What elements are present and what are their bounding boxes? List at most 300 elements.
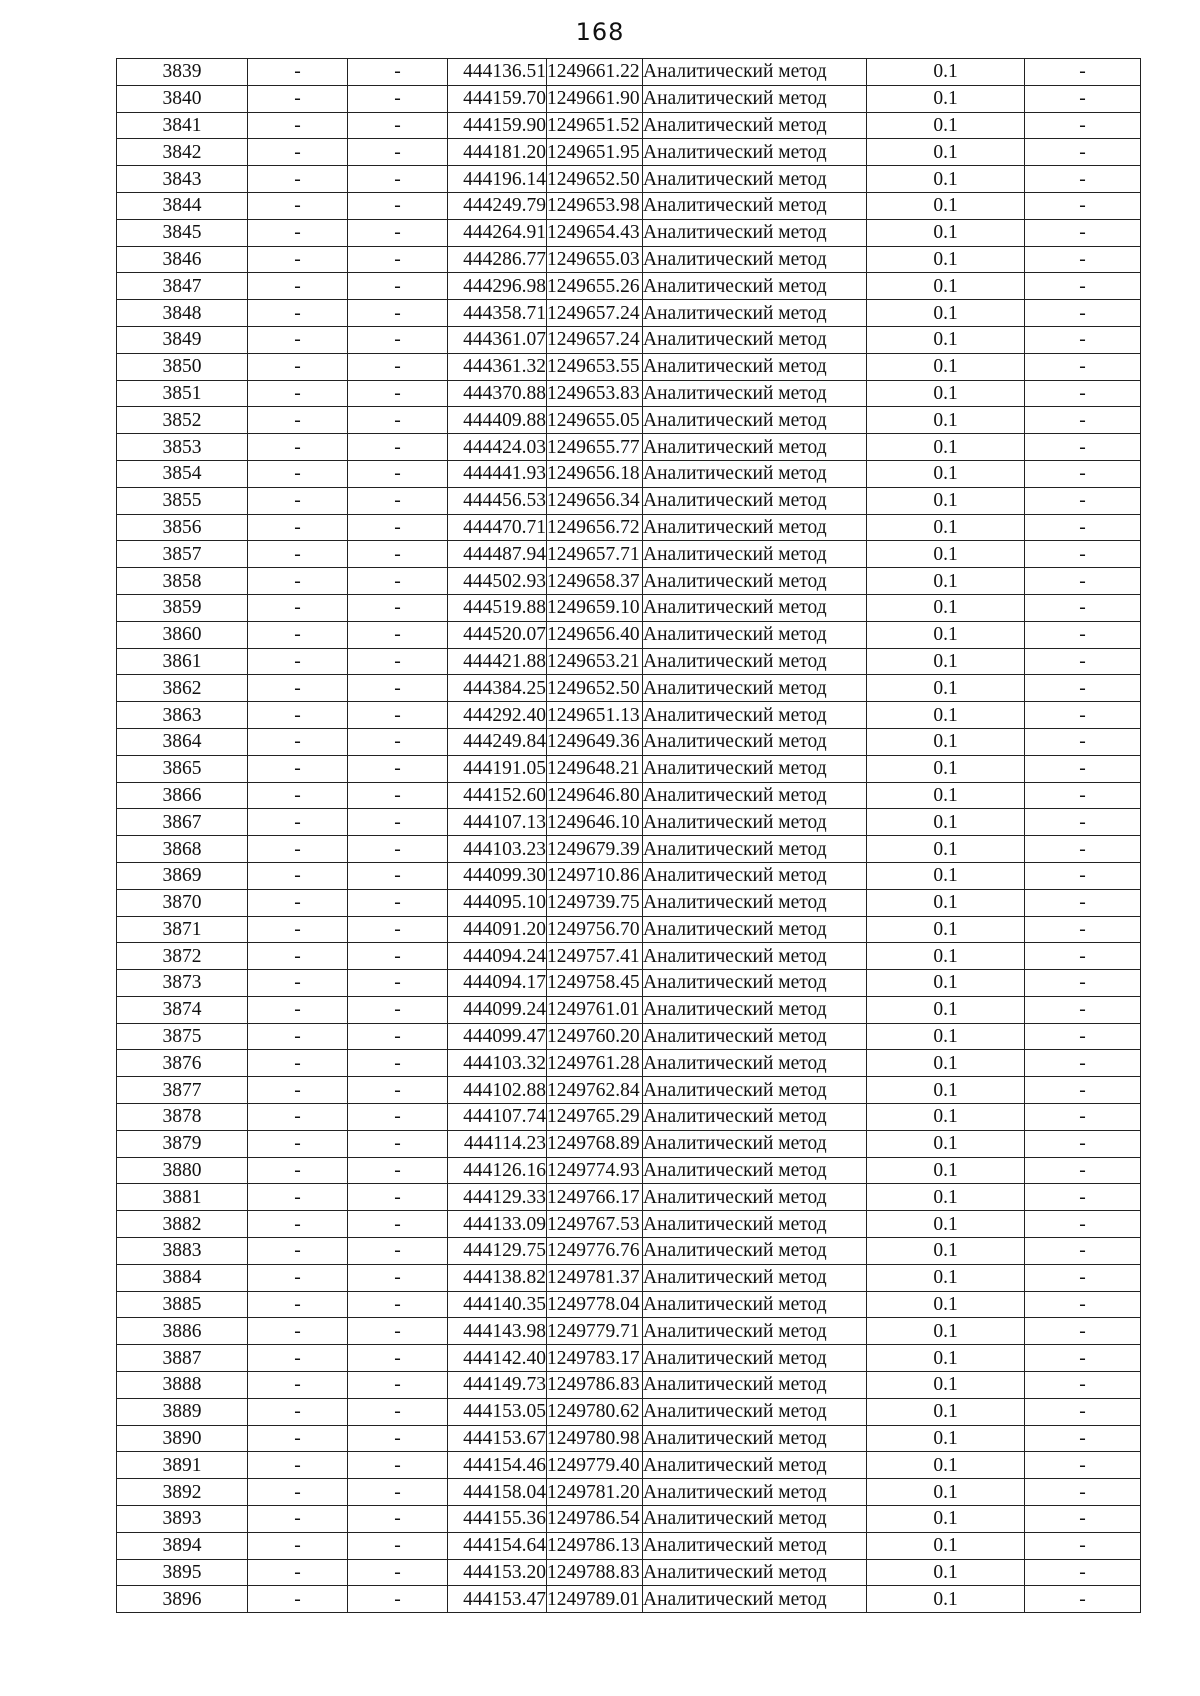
cell-method: Аналитический метод	[643, 1211, 867, 1238]
cell-accuracy: 0.1	[867, 675, 1025, 702]
cell-point-number: 3891	[117, 1452, 248, 1479]
cell-empty-dash: -	[248, 970, 348, 997]
cell-accuracy: 0.1	[867, 1050, 1025, 1077]
cell-empty-dash: -	[248, 85, 348, 112]
cell-x-coordinate: 444095.10	[448, 889, 547, 916]
cell-empty-dash: -	[348, 1559, 448, 1586]
cell-empty-dash: -	[248, 1425, 348, 1452]
table-row	[117, 300, 1141, 327]
cell-empty-dash: -	[348, 1586, 448, 1613]
table-row	[117, 1291, 1141, 1318]
cell-method: Аналитический метод	[643, 487, 867, 514]
table-row	[117, 996, 1141, 1023]
cell-y-coordinate: 1249786.13	[547, 1532, 643, 1559]
cell-point-number: 3886	[117, 1318, 248, 1345]
cell-x-coordinate: 444107.74	[448, 1104, 547, 1131]
cell-point-number: 3859	[117, 594, 248, 621]
cell-empty-dash: -	[1025, 380, 1141, 407]
cell-method: Аналитический метод	[643, 943, 867, 970]
cell-accuracy: 0.1	[867, 514, 1025, 541]
cell-point-number: 3860	[117, 621, 248, 648]
cell-accuracy: 0.1	[867, 85, 1025, 112]
table-row	[117, 1238, 1141, 1265]
cell-method: Аналитический метод	[643, 862, 867, 889]
cell-accuracy: 0.1	[867, 1398, 1025, 1425]
cell-empty-dash: -	[348, 1077, 448, 1104]
cell-x-coordinate: 444094.17	[448, 970, 547, 997]
cell-empty-dash: -	[248, 1506, 348, 1533]
table-row	[117, 1077, 1141, 1104]
cell-point-number: 3869	[117, 862, 248, 889]
cell-x-coordinate: 444103.32	[448, 1050, 547, 1077]
cell-accuracy: 0.1	[867, 1452, 1025, 1479]
cell-empty-dash: -	[1025, 353, 1141, 380]
cell-accuracy: 0.1	[867, 621, 1025, 648]
cell-empty-dash: -	[1025, 1077, 1141, 1104]
cell-point-number: 3882	[117, 1211, 248, 1238]
cell-empty-dash: -	[1025, 755, 1141, 782]
cell-empty-dash: -	[1025, 916, 1141, 943]
cell-method: Аналитический метод	[643, 460, 867, 487]
cell-accuracy: 0.1	[867, 728, 1025, 755]
cell-x-coordinate: 444249.84	[448, 728, 547, 755]
table-row	[117, 487, 1141, 514]
cell-y-coordinate: 1249651.95	[547, 139, 643, 166]
cell-y-coordinate: 1249646.80	[547, 782, 643, 809]
cell-empty-dash: -	[348, 1506, 448, 1533]
cell-empty-dash: -	[348, 353, 448, 380]
cell-empty-dash: -	[1025, 728, 1141, 755]
cell-method: Аналитический метод	[643, 219, 867, 246]
cell-empty-dash: -	[1025, 836, 1141, 863]
cell-empty-dash: -	[1025, 970, 1141, 997]
table-row	[117, 1452, 1141, 1479]
cell-method: Аналитический метод	[643, 112, 867, 139]
cell-empty-dash: -	[248, 487, 348, 514]
cell-empty-dash: -	[348, 1211, 448, 1238]
cell-empty-dash: -	[348, 85, 448, 112]
cell-empty-dash: -	[248, 836, 348, 863]
table-row	[117, 1506, 1141, 1533]
cell-y-coordinate: 1249781.20	[547, 1479, 643, 1506]
cell-x-coordinate: 444099.47	[448, 1023, 547, 1050]
cell-y-coordinate: 1249652.50	[547, 675, 643, 702]
cell-method: Аналитический метод	[643, 621, 867, 648]
table-row	[117, 594, 1141, 621]
cell-empty-dash: -	[348, 1398, 448, 1425]
cell-empty-dash: -	[1025, 85, 1141, 112]
cell-empty-dash: -	[248, 1238, 348, 1265]
cell-point-number: 3867	[117, 809, 248, 836]
cell-point-number: 3872	[117, 943, 248, 970]
cell-y-coordinate: 1249661.90	[547, 85, 643, 112]
cell-empty-dash: -	[1025, 1291, 1141, 1318]
cell-method: Аналитический метод	[643, 996, 867, 1023]
cell-empty-dash: -	[1025, 487, 1141, 514]
cell-y-coordinate: 1249658.37	[547, 568, 643, 595]
cell-method: Аналитический метод	[643, 1398, 867, 1425]
table-row	[117, 568, 1141, 595]
cell-empty-dash: -	[248, 1398, 348, 1425]
cell-x-coordinate: 444153.47	[448, 1586, 547, 1613]
cell-method: Аналитический метод	[643, 1425, 867, 1452]
cell-x-coordinate: 444421.88	[448, 648, 547, 675]
cell-empty-dash: -	[248, 514, 348, 541]
cell-method: Аналитический метод	[643, 675, 867, 702]
cell-y-coordinate: 1249765.29	[547, 1104, 643, 1131]
cell-empty-dash: -	[1025, 943, 1141, 970]
cell-empty-dash: -	[248, 1452, 348, 1479]
cell-method: Аналитический метод	[643, 1479, 867, 1506]
cell-empty-dash: -	[348, 407, 448, 434]
cell-x-coordinate: 444196.14	[448, 166, 547, 193]
cell-x-coordinate: 444129.75	[448, 1238, 547, 1265]
cell-empty-dash: -	[248, 1184, 348, 1211]
cell-empty-dash: -	[1025, 675, 1141, 702]
cell-x-coordinate: 444143.98	[448, 1318, 547, 1345]
cell-y-coordinate: 1249659.10	[547, 594, 643, 621]
cell-point-number: 3851	[117, 380, 248, 407]
cell-empty-dash: -	[348, 943, 448, 970]
cell-method: Аналитический метод	[643, 1506, 867, 1533]
cell-point-number: 3870	[117, 889, 248, 916]
cell-accuracy: 0.1	[867, 166, 1025, 193]
cell-y-coordinate: 1249768.89	[547, 1130, 643, 1157]
cell-x-coordinate: 444153.05	[448, 1398, 547, 1425]
cell-point-number: 3883	[117, 1238, 248, 1265]
cell-point-number: 3879	[117, 1130, 248, 1157]
cell-x-coordinate: 444154.46	[448, 1452, 547, 1479]
cell-accuracy: 0.1	[867, 380, 1025, 407]
cell-empty-dash: -	[1025, 407, 1141, 434]
cell-empty-dash: -	[348, 1372, 448, 1399]
table-row	[117, 916, 1141, 943]
table-row	[117, 1479, 1141, 1506]
table-row	[117, 1184, 1141, 1211]
cell-method: Аналитический метод	[643, 273, 867, 300]
cell-method: Аналитический метод	[643, 166, 867, 193]
cell-point-number: 3864	[117, 728, 248, 755]
cell-empty-dash: -	[1025, 1532, 1141, 1559]
cell-accuracy: 0.1	[867, 192, 1025, 219]
cell-empty-dash: -	[348, 460, 448, 487]
cell-empty-dash: -	[1025, 1586, 1141, 1613]
cell-empty-dash: -	[348, 1050, 448, 1077]
cell-point-number: 3896	[117, 1586, 248, 1613]
table-row	[117, 1372, 1141, 1399]
cell-accuracy: 0.1	[867, 407, 1025, 434]
cell-empty-dash: -	[348, 1104, 448, 1131]
table-row	[117, 862, 1141, 889]
cell-accuracy: 0.1	[867, 326, 1025, 353]
cell-accuracy: 0.1	[867, 594, 1025, 621]
cell-y-coordinate: 1249776.76	[547, 1238, 643, 1265]
cell-method: Аналитический метод	[643, 1238, 867, 1265]
table-row	[117, 434, 1141, 461]
table-row	[117, 809, 1141, 836]
cell-x-coordinate: 444094.24	[448, 943, 547, 970]
cell-method: Аналитический метод	[643, 836, 867, 863]
cell-empty-dash: -	[248, 1157, 348, 1184]
table-row	[117, 836, 1141, 863]
cell-y-coordinate: 1249656.18	[547, 460, 643, 487]
cell-method: Аналитический метод	[643, 1318, 867, 1345]
cell-x-coordinate: 444091.20	[448, 916, 547, 943]
cell-point-number: 3888	[117, 1372, 248, 1399]
cell-empty-dash: -	[248, 273, 348, 300]
cell-empty-dash: -	[348, 809, 448, 836]
cell-method: Аналитический метод	[643, 809, 867, 836]
cell-accuracy: 0.1	[867, 1372, 1025, 1399]
cell-empty-dash: -	[1025, 1130, 1141, 1157]
cell-empty-dash: -	[348, 273, 448, 300]
cell-empty-dash: -	[248, 675, 348, 702]
cell-empty-dash: -	[348, 594, 448, 621]
cell-empty-dash: -	[348, 916, 448, 943]
table-row	[117, 460, 1141, 487]
cell-method: Аналитический метод	[643, 1104, 867, 1131]
page-number: 168	[575, 18, 625, 46]
cell-accuracy: 0.1	[867, 809, 1025, 836]
cell-method: Аналитический метод	[643, 702, 867, 729]
cell-y-coordinate: 1249651.13	[547, 702, 643, 729]
cell-empty-dash: -	[348, 1130, 448, 1157]
cell-empty-dash: -	[248, 889, 348, 916]
cell-empty-dash: -	[248, 862, 348, 889]
cell-point-number: 3842	[117, 139, 248, 166]
cell-method: Аналитический метод	[643, 1586, 867, 1613]
table-row	[117, 1398, 1141, 1425]
cell-accuracy: 0.1	[867, 434, 1025, 461]
cell-empty-dash: -	[348, 1291, 448, 1318]
cell-method: Аналитический метод	[643, 300, 867, 327]
cell-empty-dash: -	[248, 353, 348, 380]
cell-point-number: 3841	[117, 112, 248, 139]
cell-empty-dash: -	[348, 434, 448, 461]
cell-point-number: 3840	[117, 85, 248, 112]
cell-accuracy: 0.1	[867, 1425, 1025, 1452]
cell-x-coordinate: 444129.33	[448, 1184, 547, 1211]
cell-y-coordinate: 1249778.04	[547, 1291, 643, 1318]
cell-accuracy: 0.1	[867, 782, 1025, 809]
cell-empty-dash: -	[348, 970, 448, 997]
cell-empty-dash: -	[348, 1479, 448, 1506]
cell-x-coordinate: 444107.13	[448, 809, 547, 836]
cell-y-coordinate: 1249788.83	[547, 1559, 643, 1586]
table-row	[117, 59, 1141, 86]
cell-y-coordinate: 1249653.83	[547, 380, 643, 407]
cell-method: Аналитический метод	[643, 85, 867, 112]
cell-y-coordinate: 1249661.22	[547, 59, 643, 86]
table-row	[117, 407, 1141, 434]
cell-x-coordinate: 444155.36	[448, 1506, 547, 1533]
cell-empty-dash: -	[1025, 460, 1141, 487]
cell-empty-dash: -	[248, 192, 348, 219]
cell-empty-dash: -	[248, 1586, 348, 1613]
table-row	[117, 1264, 1141, 1291]
cell-point-number: 3858	[117, 568, 248, 595]
cell-y-coordinate: 1249757.41	[547, 943, 643, 970]
cell-empty-dash: -	[1025, 1372, 1141, 1399]
cell-method: Аналитический метод	[643, 1264, 867, 1291]
cell-empty-dash: -	[348, 192, 448, 219]
cell-accuracy: 0.1	[867, 943, 1025, 970]
cell-method: Аналитический метод	[643, 192, 867, 219]
cell-accuracy: 0.1	[867, 1238, 1025, 1265]
cell-point-number: 3855	[117, 487, 248, 514]
cell-empty-dash: -	[348, 702, 448, 729]
cell-accuracy: 0.1	[867, 1264, 1025, 1291]
cell-empty-dash: -	[1025, 594, 1141, 621]
cell-empty-dash: -	[348, 836, 448, 863]
cell-x-coordinate: 444099.30	[448, 862, 547, 889]
cell-empty-dash: -	[1025, 1157, 1141, 1184]
cell-accuracy: 0.1	[867, 1586, 1025, 1613]
table-row	[117, 1130, 1141, 1157]
cell-empty-dash: -	[248, 112, 348, 139]
cell-empty-dash: -	[248, 166, 348, 193]
cell-method: Аналитический метод	[643, 648, 867, 675]
cell-empty-dash: -	[348, 219, 448, 246]
cell-y-coordinate: 1249655.26	[547, 273, 643, 300]
table-row	[117, 755, 1141, 782]
cell-point-number: 3852	[117, 407, 248, 434]
cell-method: Аналитический метод	[643, 916, 867, 943]
cell-empty-dash: -	[1025, 166, 1141, 193]
cell-empty-dash: -	[1025, 1238, 1141, 1265]
cell-empty-dash: -	[248, 1479, 348, 1506]
cell-empty-dash: -	[1025, 219, 1141, 246]
cell-point-number: 3848	[117, 300, 248, 327]
table-row	[117, 139, 1141, 166]
cell-empty-dash: -	[1025, 434, 1141, 461]
table-row	[117, 621, 1141, 648]
cell-point-number: 3873	[117, 970, 248, 997]
cell-x-coordinate: 444154.64	[448, 1532, 547, 1559]
cell-accuracy: 0.1	[867, 862, 1025, 889]
cell-point-number: 3850	[117, 353, 248, 380]
cell-empty-dash: -	[1025, 1479, 1141, 1506]
cell-x-coordinate: 444149.73	[448, 1372, 547, 1399]
cell-point-number: 3874	[117, 996, 248, 1023]
table-row	[117, 353, 1141, 380]
cell-empty-dash: -	[1025, 996, 1141, 1023]
cell-method: Аналитический метод	[643, 541, 867, 568]
cell-empty-dash: -	[248, 943, 348, 970]
cell-accuracy: 0.1	[867, 1184, 1025, 1211]
cell-empty-dash: -	[1025, 192, 1141, 219]
cell-method: Аналитический метод	[643, 1372, 867, 1399]
cell-accuracy: 0.1	[867, 970, 1025, 997]
cell-accuracy: 0.1	[867, 219, 1025, 246]
cell-x-coordinate: 444519.88	[448, 594, 547, 621]
cell-x-coordinate: 444456.53	[448, 487, 547, 514]
table-row	[117, 112, 1141, 139]
cell-x-coordinate: 444441.93	[448, 460, 547, 487]
cell-empty-dash: -	[1025, 568, 1141, 595]
cell-x-coordinate: 444191.05	[448, 755, 547, 782]
cell-empty-dash: -	[1025, 514, 1141, 541]
cell-y-coordinate: 1249779.71	[547, 1318, 643, 1345]
cell-method: Аналитический метод	[643, 326, 867, 353]
cell-method: Аналитический метод	[643, 1023, 867, 1050]
cell-empty-dash: -	[248, 460, 348, 487]
cell-method: Аналитический метод	[643, 594, 867, 621]
cell-x-coordinate: 444133.09	[448, 1211, 547, 1238]
cell-empty-dash: -	[248, 996, 348, 1023]
cell-empty-dash: -	[1025, 1559, 1141, 1586]
cell-empty-dash: -	[348, 728, 448, 755]
cell-point-number: 3863	[117, 702, 248, 729]
cell-x-coordinate: 444296.98	[448, 273, 547, 300]
cell-x-coordinate: 444409.88	[448, 407, 547, 434]
cell-x-coordinate: 444102.88	[448, 1077, 547, 1104]
cell-empty-dash: -	[1025, 862, 1141, 889]
table-row	[117, 1532, 1141, 1559]
cell-method: Аналитический метод	[643, 889, 867, 916]
cell-y-coordinate: 1249710.86	[547, 862, 643, 889]
cell-empty-dash: -	[1025, 889, 1141, 916]
cell-y-coordinate: 1249786.54	[547, 1506, 643, 1533]
cell-empty-dash: -	[248, 809, 348, 836]
cell-empty-dash: -	[348, 300, 448, 327]
cell-point-number: 3894	[117, 1532, 248, 1559]
cell-x-coordinate: 444103.23	[448, 836, 547, 863]
cell-empty-dash: -	[248, 1104, 348, 1131]
table-row	[117, 1345, 1141, 1372]
cell-point-number: 3839	[117, 59, 248, 86]
cell-empty-dash: -	[248, 1291, 348, 1318]
cell-y-coordinate: 1249767.53	[547, 1211, 643, 1238]
cell-method: Аналитический метод	[643, 514, 867, 541]
cell-x-coordinate: 444502.93	[448, 568, 547, 595]
cell-empty-dash: -	[1025, 300, 1141, 327]
table-row	[117, 728, 1141, 755]
table-row	[117, 1586, 1141, 1613]
cell-y-coordinate: 1249649.36	[547, 728, 643, 755]
cell-accuracy: 0.1	[867, 300, 1025, 327]
cell-empty-dash: -	[348, 59, 448, 86]
cell-empty-dash: -	[348, 1318, 448, 1345]
cell-accuracy: 0.1	[867, 246, 1025, 273]
cell-method: Аналитический метод	[643, 353, 867, 380]
cell-x-coordinate: 444153.67	[448, 1425, 547, 1452]
cell-empty-dash: -	[348, 326, 448, 353]
cell-empty-dash: -	[348, 675, 448, 702]
cell-y-coordinate: 1249774.93	[547, 1157, 643, 1184]
cell-y-coordinate: 1249779.40	[547, 1452, 643, 1479]
cell-empty-dash: -	[1025, 1264, 1141, 1291]
cell-y-coordinate: 1249762.84	[547, 1077, 643, 1104]
cell-point-number: 3865	[117, 755, 248, 782]
cell-accuracy: 0.1	[867, 273, 1025, 300]
cell-method: Аналитический метод	[643, 1345, 867, 1372]
cell-x-coordinate: 444126.16	[448, 1157, 547, 1184]
cell-empty-dash: -	[1025, 273, 1141, 300]
cell-empty-dash: -	[348, 1345, 448, 1372]
cell-accuracy: 0.1	[867, 139, 1025, 166]
cell-accuracy: 0.1	[867, 1104, 1025, 1131]
cell-point-number: 3846	[117, 246, 248, 273]
cell-empty-dash: -	[348, 862, 448, 889]
cell-accuracy: 0.1	[867, 1532, 1025, 1559]
cell-accuracy: 0.1	[867, 112, 1025, 139]
cell-point-number: 3843	[117, 166, 248, 193]
cell-empty-dash: -	[1025, 702, 1141, 729]
table-row	[117, 514, 1141, 541]
cell-y-coordinate: 1249657.24	[547, 326, 643, 353]
cell-y-coordinate: 1249679.39	[547, 836, 643, 863]
